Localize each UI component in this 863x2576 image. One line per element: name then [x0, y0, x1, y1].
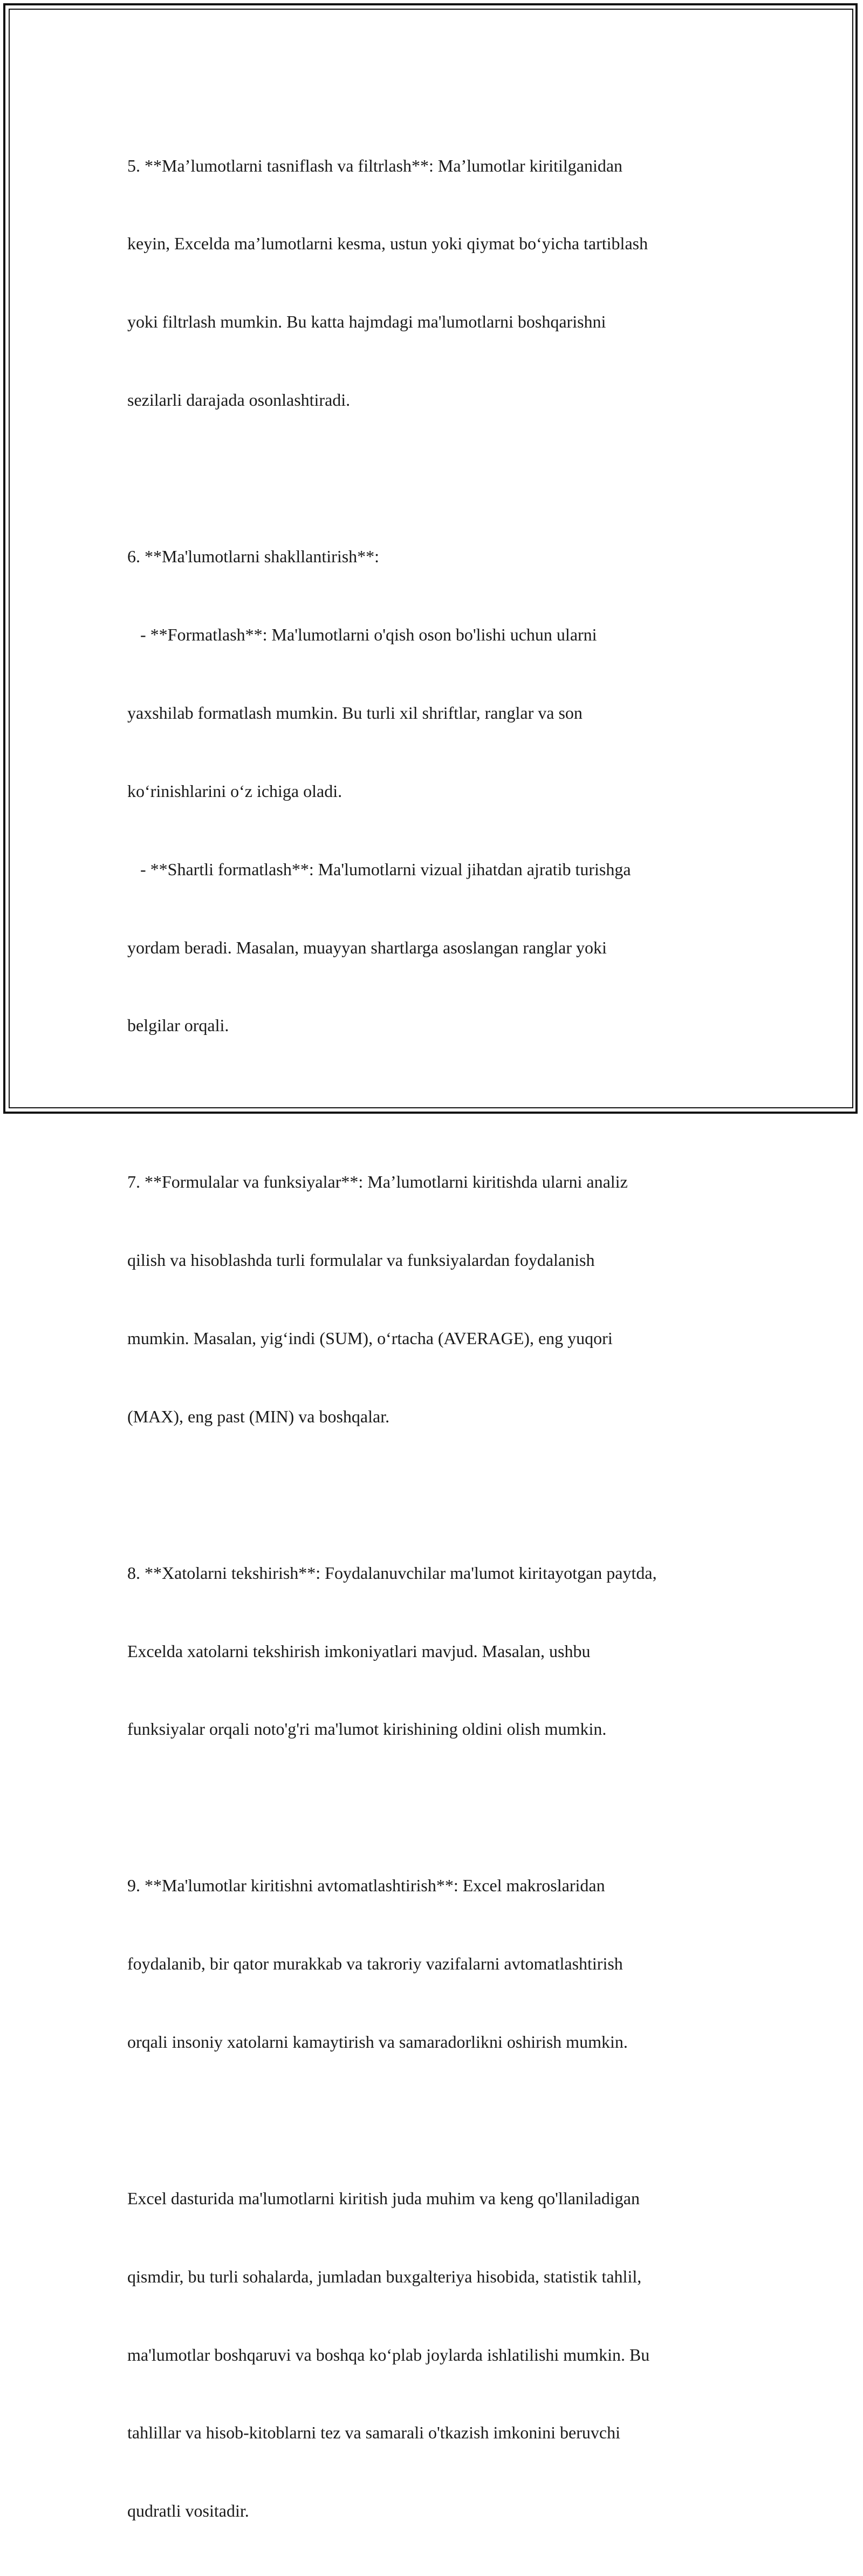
paragraph-gap	[127, 1482, 742, 1508]
text-line: qilish va hisoblashda turli formulalar va funksiyalardan foydalanish	[127, 1250, 595, 1270]
paragraph-gap	[127, 1091, 742, 1116]
text-line: 5. **Ma’lumotlarni tasniflash va filtrlash**: Ma’lumotlar kiritilganidan	[127, 155, 623, 175]
paragraph-gap	[127, 465, 742, 491]
text-line: Excelda xatolarni tekshirish imkoniyatlari mavjud. Masalan, ushbu	[127, 1641, 591, 1661]
text-line: ma'lumotlar boshqaruvi va boshqa ko‘plab joylarda ishlatilishi mumkin. Bu	[127, 2345, 650, 2364]
text-line: mumkin. Masalan, yig‘indi (SUM), o‘rtacha (AVERAGE), eng yuqori	[127, 1328, 613, 1348]
text-line: belgilar orqali.	[127, 1016, 229, 1035]
text-line: ko‘rinishlarini o‘z ichiga oladi.	[127, 781, 343, 801]
paragraph-automation	[127, 1821, 742, 2107]
text-line: - **Formatlash**: Ma'lumotlarni o'qish oson bo'lishi uchun ularni	[127, 624, 597, 644]
text-line: keyin, Excelda ma’lumotlarni kesma, ustun yoki qiymat bo‘yicha tartiblash	[127, 234, 648, 254]
text-line: 8. **Xatolarni tekshirish**: Foydalanuvchilar ma'lumot kiritayotgan paytda,	[127, 1563, 657, 1583]
text-line: qudratli vositadir.	[127, 2501, 249, 2521]
document-body	[127, 100, 742, 2576]
paragraph-error-checking	[127, 1508, 742, 1794]
text-line: 9. **Ma'lumotlar kiritishni avtomatlashtirish**: Excel makroslaridan	[127, 1876, 605, 1896]
text-line: orqali insoniy xatolarni kamaytirish va samaradorlikni oshirish mumkin.	[127, 2032, 628, 2052]
paragraph-conclusion	[127, 2133, 742, 2576]
text-line: yoki filtrlash mumkin. Bu katta hajmdagi ma'lumotlarni boshqarishni	[127, 312, 606, 332]
paragraph-gap	[127, 2107, 742, 2133]
text-line: qismdir, bu turli sohalarda, jumladan buxgalteriya hisobida, statistik tahlil,	[127, 2266, 642, 2286]
text-line: 7. **Formulalar va funksiyalar**: Ma’lumotlarni kiritishda ularni analiz	[127, 1172, 628, 1192]
text-line: funksiyalar orqali noto'g'ri ma'lumot kirishining oldini olish mumkin.	[127, 1719, 607, 1739]
paragraph-formulas	[127, 1117, 742, 1482]
paragraph-gap	[127, 1794, 742, 1820]
text-line: sezilarli darajada osonlashtiradi.	[127, 390, 351, 410]
text-line: (MAX), eng past (MIN) va boshqalar.	[127, 1406, 390, 1426]
text-line: - **Shartli formatlash**: Ma'lumotlarni vizual jihatdan ajratib turishga	[127, 859, 631, 879]
paragraph-filtering	[127, 100, 742, 465]
text-line: 6. **Ma'lumotlarni shakllantirish**:	[127, 547, 380, 567]
paragraph-formatting	[127, 491, 742, 1091]
text-line: yordam beradi. Masalan, muayyan shartlarga asoslangan ranglar yoki	[127, 937, 607, 957]
text-line: foydalanib, bir qator murakkab va takroriy vazifalarni avtomatlashtirish	[127, 1954, 623, 1974]
text-line: Excel dasturida ma'lumotlarni kiritish juda muhim va keng qo'llaniladigan	[127, 2188, 640, 2208]
text-line: yaxshilab formatlash mumkin. Bu turli xil shriftlar, ranglar va son	[127, 703, 583, 723]
text-line: tahlillar va hisob-kitoblarni tez va samarali o'tkazish imkonini beruvchi	[127, 2423, 620, 2443]
